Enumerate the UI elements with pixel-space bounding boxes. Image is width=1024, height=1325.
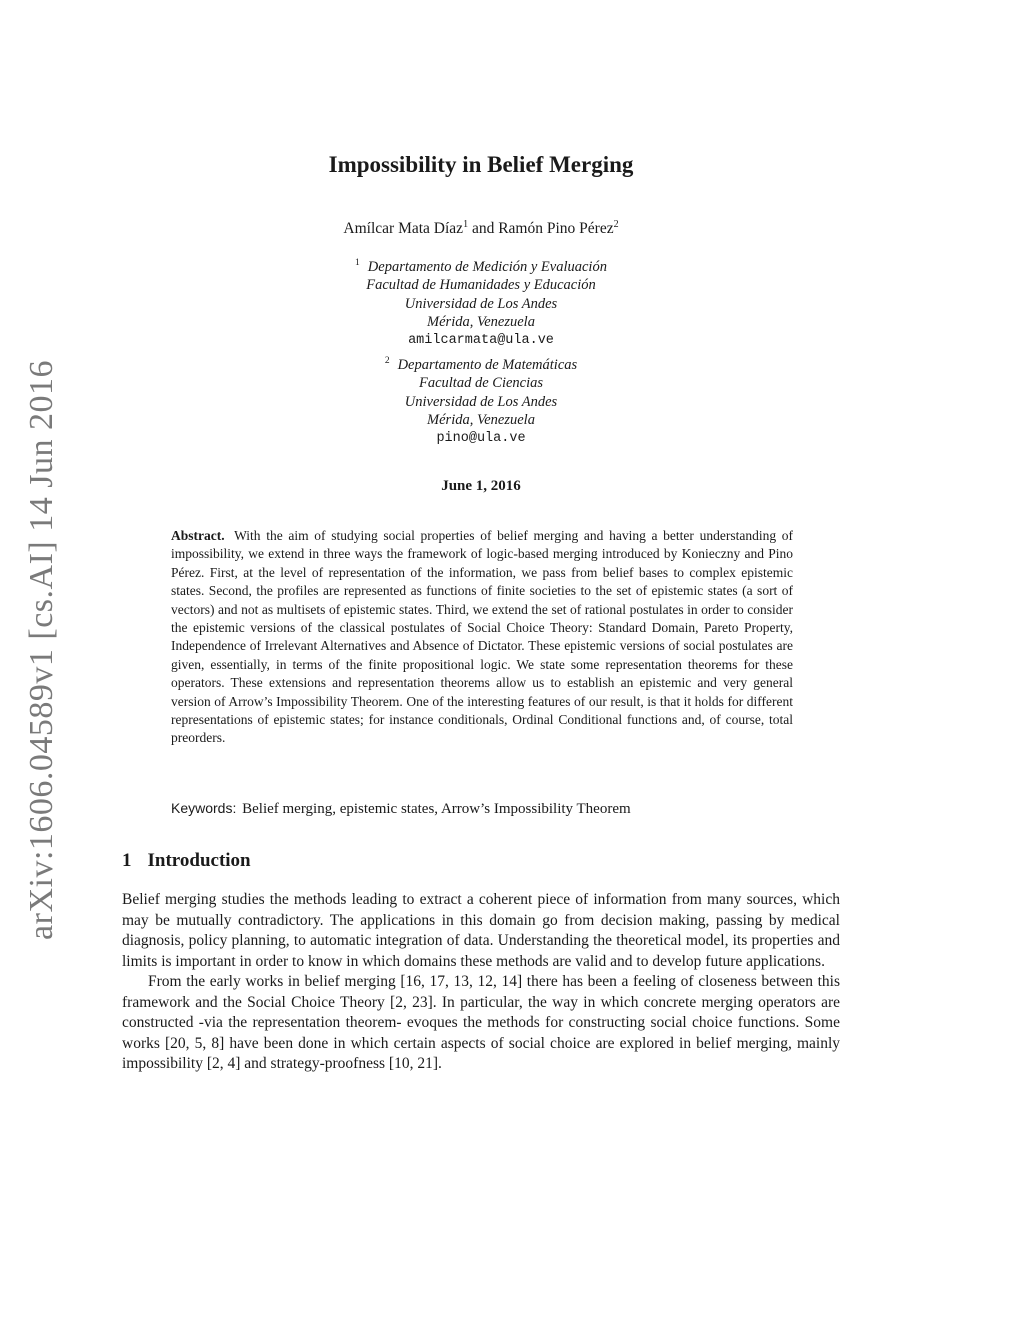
affiliation-university: Universidad de Los Andes [404,393,558,410]
affiliation-marker: 1 [355,258,360,268]
keywords-text: Belief merging, epistemic states, Arrow’s Impossibility Theorem [242,801,631,817]
author-line [0,219,962,238]
keywords-label: Keywords: [171,800,237,816]
section-heading [122,850,251,872]
paragraph: From the early works in belief merging [16, 17, 13, 12, 14] there has been a feeling of closeness between this framework and the Social Choice Theory [2, 23]. In particular, the way in which concrete merging operators are constructed -via the representation theorem- evoques the methods for constructing social choice functions. Some works [20, 5, 8] have been done in which certain aspects of social choice are explored in belief merging, mainly impossibility [2, 4] and strategy-proofness [10, 21]. [122,973,840,1072]
affiliation-university: Universidad de Los Andes [404,295,558,312]
keywords [171,800,793,818]
arxiv-identifier: arXiv:1606.04589v1 [cs.AI] 14 Jun 2016 [23,360,60,940]
introduction-body [122,890,840,1075]
affiliation-department: Departamento de Medición y Evaluación [367,258,607,275]
author-name: Amílcar Mata Díaz [343,220,464,238]
affiliation-city: Mérida, Venezuela [427,314,535,331]
publication-date: June 1, 2016 [441,478,521,494]
author-conjunction: and [468,220,499,238]
affiliation-faculty: Facultad de Humanidades y Educación [366,277,596,294]
affiliation-faculty: Facultad de Ciencias [418,375,544,392]
paragraph: Belief merging studies the methods leading to extract a coherent piece of information from many sources, which may be mutually contradictory. The applications in this domain go from decision making, passing by medical diagnosis, policy planning, to automatic integration of data. Understanding the theoretical model, its properties and limits is important in order to know in which domains these methods are valid and to develop future applications. [122,891,840,970]
abstract [171,527,793,748]
author-email[interactable]: pino@ula.ve [436,430,526,446]
author-superscript: 2 [613,219,619,230]
affiliation-2 [0,352,962,448]
affiliation-department: Departamento de Matemáticas [397,356,578,373]
abstract-label: Abstract. [171,528,225,543]
section-title: Introduction [147,850,251,871]
paper-title: Impossibility in Belief Merging [328,152,634,177]
author-superscript: 1 [463,219,469,230]
affiliation-city: Mérida, Venezuela [427,412,535,429]
affiliation-1 [0,254,962,350]
affiliation-marker: 2 [384,356,390,366]
author-email[interactable]: amilcarmata@ula.ve [408,332,554,348]
section-number: 1 [122,850,132,871]
author-name: Ramón Pino Pérez [498,220,614,238]
abstract-text: With the aim of studying social properties of belief merging and having a better understanding of impossibility, we extend in three ways the framework of logic-based merging introduced by Konieczny and Pino Pérez. First, at the level of representation of the information, we pass from belief bases to complex epistemic states. Second, the profiles are represented as functions of finite societies to the set of epistemic states (a sort of vectors) and not as multisets of epistemic states. Third, we extend the set of rational postulates in order to consider the epistemic versions of the classical postulates of Social Choice Theory: Standard Domain, Pareto Property, Independence of Irrelevant Alternatives and Absence of Dictator. These epistemic versions of social postulates are given, essentially, in terms of the finite propositional logic. We state some representation theorems for these operators. These extensions and representation theorems allow us to establish an epistemic and very general version of Arrow’s Impossibility Theorem. One of the interesting features of our result, is that it holds for different representations of epistemic states; for instance conditionals, Ordinal Conditional functions and, of course, total preorders. [171,528,793,746]
